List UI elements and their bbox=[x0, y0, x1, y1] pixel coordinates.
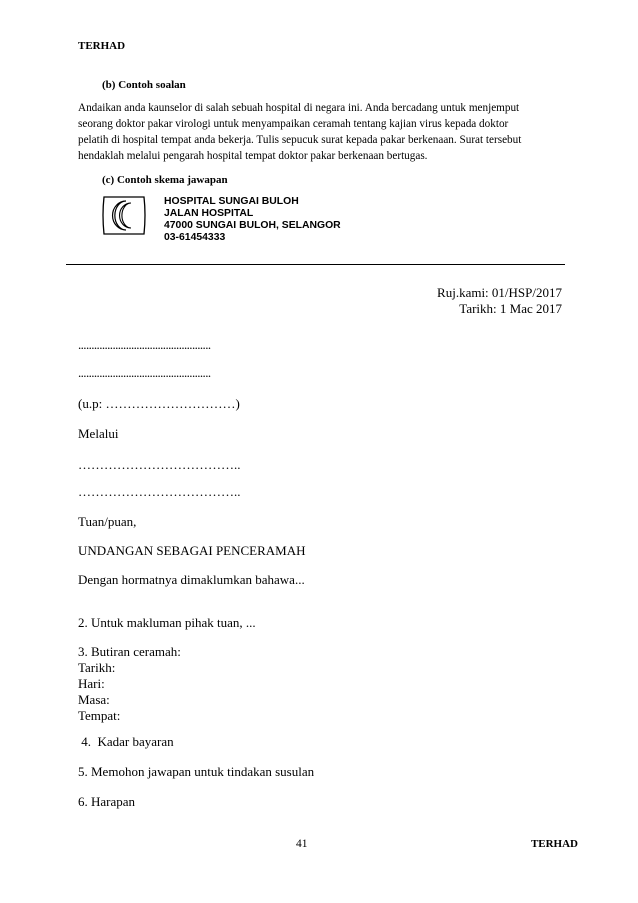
via-line: ……………………………….. bbox=[78, 484, 241, 499]
letter-subject: UNDANGAN SEBAGAI PENCERAMAH bbox=[78, 543, 306, 558]
letterhead-address bbox=[164, 196, 341, 244]
detail-item: Tarikh: bbox=[78, 660, 116, 675]
point-5: 5. Memohon jawapan untuk tindakan susulan bbox=[78, 764, 315, 779]
postcode-city: 47000 SUNGAI BULOH, SELANGOR bbox=[164, 220, 341, 231]
classification-header: TERHAD bbox=[78, 40, 126, 52]
question-line: Andaikan anda kaunselor di salah sebuah hospital di negara ini. Anda bercadang untuk menjemput bbox=[78, 102, 520, 114]
question-line: hendaklah melalui pengarah hospital tempat doktor pakar berkenaan bertugas. bbox=[78, 150, 428, 162]
question-line: seorang doktor pakar virologi untuk menyampaikan ceramah tentang kajian virus kepada doktor bbox=[78, 118, 509, 130]
crescent-logo-icon bbox=[100, 193, 148, 238]
detail-item: Hari: bbox=[78, 676, 105, 691]
classification-footer: TERHAD bbox=[530, 838, 578, 850]
via-line: ……………………………….. bbox=[78, 457, 241, 472]
page-number: 41 bbox=[296, 838, 308, 850]
point-3-details bbox=[78, 644, 181, 724]
detail-item: Tempat: bbox=[78, 708, 121, 723]
question-paragraph bbox=[78, 100, 562, 164]
point-4: 4. Kadar bayaran bbox=[78, 734, 174, 749]
hospital-name: HOSPITAL SUNGAI BULOH bbox=[164, 196, 299, 207]
opening-paragraph: Dengan hormatnya dimaklumkan bahawa... bbox=[78, 572, 305, 587]
point-3-title: 3. Butiran ceramah: bbox=[78, 644, 181, 659]
reference-block bbox=[437, 285, 562, 317]
attention-line: (u.p: …………………………) bbox=[78, 396, 240, 411]
letter-date: Tarikh: 1 Mac 2017 bbox=[459, 301, 562, 316]
point-2: 2. Untuk makluman pihak tuan, ... bbox=[78, 615, 256, 630]
reference-number: Ruj.kami: 01/HSP/2017 bbox=[437, 285, 562, 300]
question-heading: (b) Contoh soalan bbox=[102, 79, 186, 91]
point-6: 6. Harapan bbox=[78, 794, 136, 809]
phone-number: 03-61454333 bbox=[164, 232, 226, 243]
letterhead-divider bbox=[66, 264, 565, 265]
answer-heading: (c) Contoh skema jawapan bbox=[102, 174, 228, 186]
recipient-line: .................................................. bbox=[78, 337, 211, 352]
via-label: Melalui bbox=[78, 426, 119, 441]
salutation: Tuan/puan, bbox=[78, 514, 137, 529]
detail-item: Masa: bbox=[78, 692, 110, 707]
question-line: pelatih di hospital tempat anda bekerja. Tulis sepucuk surat kepada pakar berkenaan. Surat tersebut bbox=[78, 134, 522, 146]
recipient-line: .................................................. bbox=[78, 365, 211, 380]
street-address: JALAN HOSPITAL bbox=[164, 208, 254, 219]
